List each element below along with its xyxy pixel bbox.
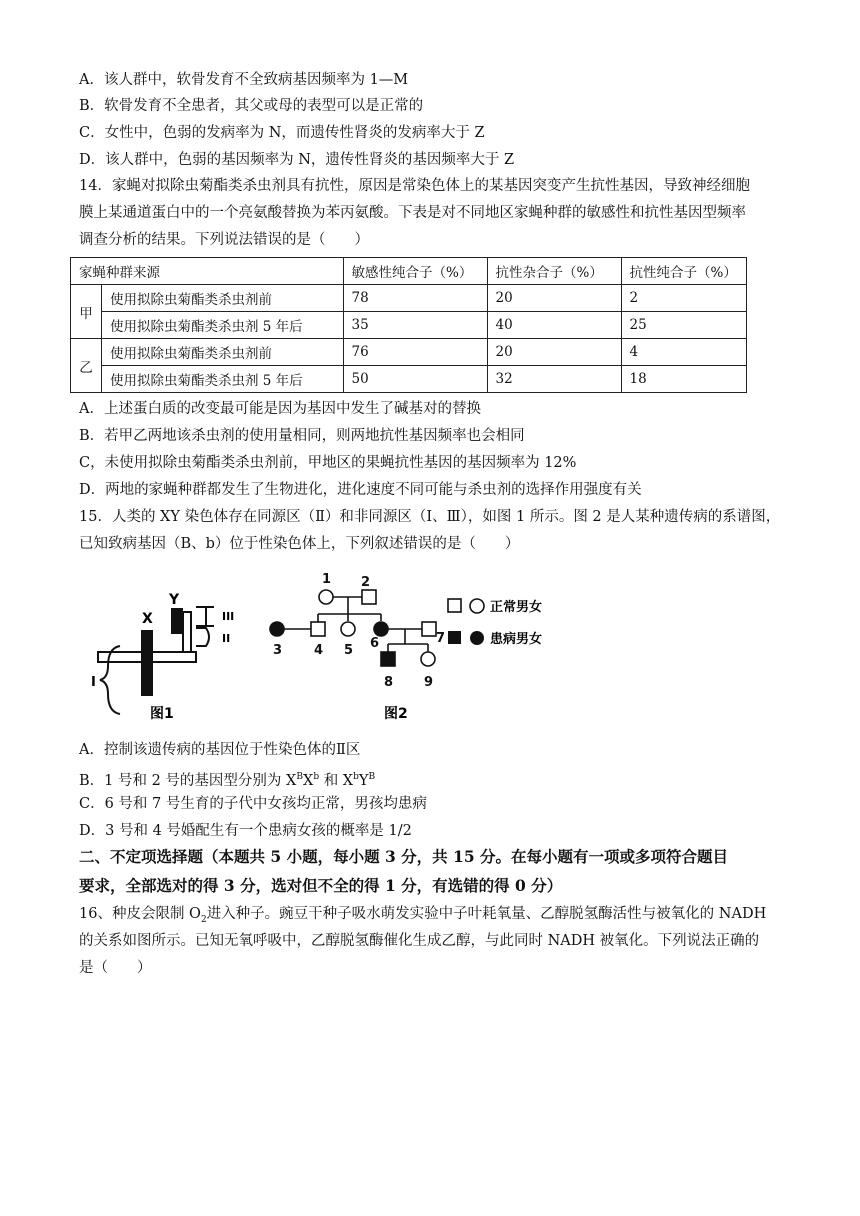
region-iii-bracket [196, 607, 214, 626]
q13-option-a: A．该人群中，软骨发育不全致病基因频率为 1—M [79, 72, 409, 88]
q15-option-d: D．3 号和 4 号婚配生有一个患病女孩的概率是 1/2 [79, 823, 412, 839]
number-6: 6 [370, 636, 380, 651]
number-1: 1 [322, 572, 332, 587]
value-cell: 76 [343, 339, 487, 366]
q15-option-a: A．控制该遗传病的基因位于性染色体的Ⅱ区 [79, 742, 361, 758]
condition-cell: 使用拟除虫菊酯类杀虫剂 5 年后 [102, 366, 344, 393]
value-cell: 40 [487, 312, 621, 339]
q14-option-b: B．若甲乙两地该杀虫剂的使用量相同，则两地抗性基因频率也会相同 [79, 428, 525, 444]
individual-9-normal-female [421, 652, 435, 666]
table-row [71, 366, 747, 393]
q13-option-c: C．女性中，色弱的发病率为 N，而遗传性肾炎的发病率大于 Z [79, 125, 485, 141]
individual-4-normal-male [311, 622, 325, 636]
condition-cell: 使用拟除虫菊酯类杀虫剂前 [102, 285, 344, 312]
table-row [71, 339, 747, 366]
y-short-arm [183, 612, 191, 652]
individual-5-normal-female [341, 622, 355, 636]
value-cell: 78 [343, 285, 487, 312]
legend-normal-female-icon [470, 599, 484, 613]
q13-option-b: B．软骨发育不全患者，其父或母的表型可以是正常的 [79, 98, 424, 114]
q14-option-a: A．上述蛋白质的改变最可能是因为基因中发生了碱基对的替换 [79, 401, 481, 417]
section-2-title-line1: 二、不定项选择题（本题共 5 小题，每小题 3 分，共 15 分。在每小题有一项或多项符合题目 [79, 847, 729, 866]
individual-3-affected-female [270, 622, 284, 636]
region-ii-label: II [222, 632, 231, 645]
individual-7-normal-male [422, 622, 436, 636]
region-i-label: I [91, 675, 96, 690]
region-cell: 甲 [71, 285, 102, 339]
value-cell: 20 [487, 339, 621, 366]
x-centromere-fill [141, 652, 153, 662]
q14-stem-line1: 14．家蝇对拟除虫菊酯类杀虫剂具有抗性，原因是常染色体上的某基因突变产生抗性基因，导致神经细胞 [79, 178, 750, 194]
q15-option-c: C．6 号和 7 号生育的子代中女孩均正常，男孩均患病 [79, 796, 427, 812]
value-cell: 18 [621, 366, 746, 393]
q14-option-d: D．两地的家蝇种群都发生了生物进化，进化速度不同可能与杀虫剂的选择作用强度有关 [79, 482, 642, 498]
table-row [71, 312, 747, 339]
pedigree-numbers [273, 572, 445, 690]
q14-stem-line2: 膜上某通道蛋白中的一个亮氨酸替换为苯丙氨酸。下表是对不同地区家蝇种群的敏感性和抗性基因型频率 [79, 205, 746, 221]
q16-stem-line1: 16、种皮会限制 $O_2$进入种子。豌豆干种子吸水萌发实验中子叶耗氧量、乙醇脱氢酶活性与被氧化的 NADH [79, 906, 767, 925]
number-9: 9 [424, 675, 434, 690]
number-7: 7 [436, 631, 446, 646]
table-header-row [71, 258, 747, 285]
q14-option-c: C，未使用拟除虫菊酯类杀虫剂前，甲地区的果蝇抗性基因的基因频率为 12% [79, 455, 577, 471]
section-2-title-line2: 要求，全部选对的得 3 分，选对但不全的得 1 分，有选错的得 0 分） [79, 876, 563, 895]
legend-normal-label: 正常男女 [490, 600, 543, 615]
number-2: 2 [361, 575, 371, 590]
value-cell: 32 [487, 366, 621, 393]
header-resistant-heterozygote: 抗性杂合子（%） [487, 258, 621, 285]
legend-affected-label: 患病男女 [490, 632, 543, 647]
value-cell: 20 [487, 285, 621, 312]
value-cell: 25 [621, 312, 746, 339]
q16-stem-line2: 的关系如图所示。已知无氧呼吸中，乙醇脱氢酶催化生成乙醇，与此同时 NADH 被氧化。下列说法正确的 [79, 933, 760, 949]
fig1-caption: 图1 [150, 706, 174, 722]
individual-1-normal-female [319, 590, 333, 604]
value-cell: 2 [621, 285, 746, 312]
region-cell: 乙 [71, 339, 102, 393]
q14-stem-line3: 调查分析的结果。下列说法错误的是（ ） [79, 232, 369, 248]
condition-cell: 使用拟除虫菊酯类杀虫剂前 [102, 339, 344, 366]
header-sensitive-homozygote: 敏感性纯合子（%） [343, 258, 487, 285]
legend-normal-male-icon [448, 599, 461, 612]
y-chromosome [171, 608, 183, 634]
value-cell: 35 [343, 312, 487, 339]
q13-option-d: D．该人群中，色弱的基因频率为 N，遗传性肾炎的基因频率大于 Z [79, 152, 515, 168]
chromosome-diagram [91, 592, 234, 722]
chromosome-x-label: X [142, 611, 153, 627]
header-resistant-homozygote: 抗性纯合子（%） [621, 258, 746, 285]
value-cell: 4 [621, 339, 746, 366]
q15-stem-line2: 已知致病基因（B、b）位于性染色体上，下列叙述错误的是（ ） [79, 536, 520, 552]
housefly-genotype-table [70, 257, 747, 393]
number-3: 3 [273, 643, 283, 658]
header-source: 家蝇种群来源 [71, 258, 344, 285]
legend-affected-female-icon [470, 631, 484, 645]
condition-cell: 使用拟除虫菊酯类杀虫剂 5 年后 [102, 312, 344, 339]
pedigree-legend [448, 599, 542, 647]
value-cell: 50 [343, 366, 487, 393]
chromosome-y-label: Y [169, 592, 180, 608]
q16-stem-line3: 是（ ） [79, 960, 152, 976]
q15-stem-line1: 15．人类的 XY 染色体存在同源区（Ⅱ）和非同源区（Ⅰ、Ⅲ），如图 1 所示。图 2 是人某种遗传病的系谱图， [79, 509, 781, 525]
individual-2-normal-male [362, 590, 376, 604]
number-5: 5 [344, 643, 354, 658]
number-4: 4 [314, 643, 324, 658]
number-8: 8 [384, 675, 394, 690]
genetics-figure [78, 566, 564, 730]
table-row [71, 285, 747, 312]
legend-affected-male-icon [448, 631, 461, 644]
individual-6-affected-female [374, 622, 388, 636]
region-ii-bracket [196, 628, 209, 646]
q15-option-b: B．1 号和 2 号的基因型分别为 $X^BX^b$ 和 $X^bY^B$ [79, 772, 376, 789]
individual-8-affected-male [381, 652, 395, 666]
region-iii-label: III [222, 610, 235, 623]
fig2-caption: 图2 [384, 706, 408, 722]
